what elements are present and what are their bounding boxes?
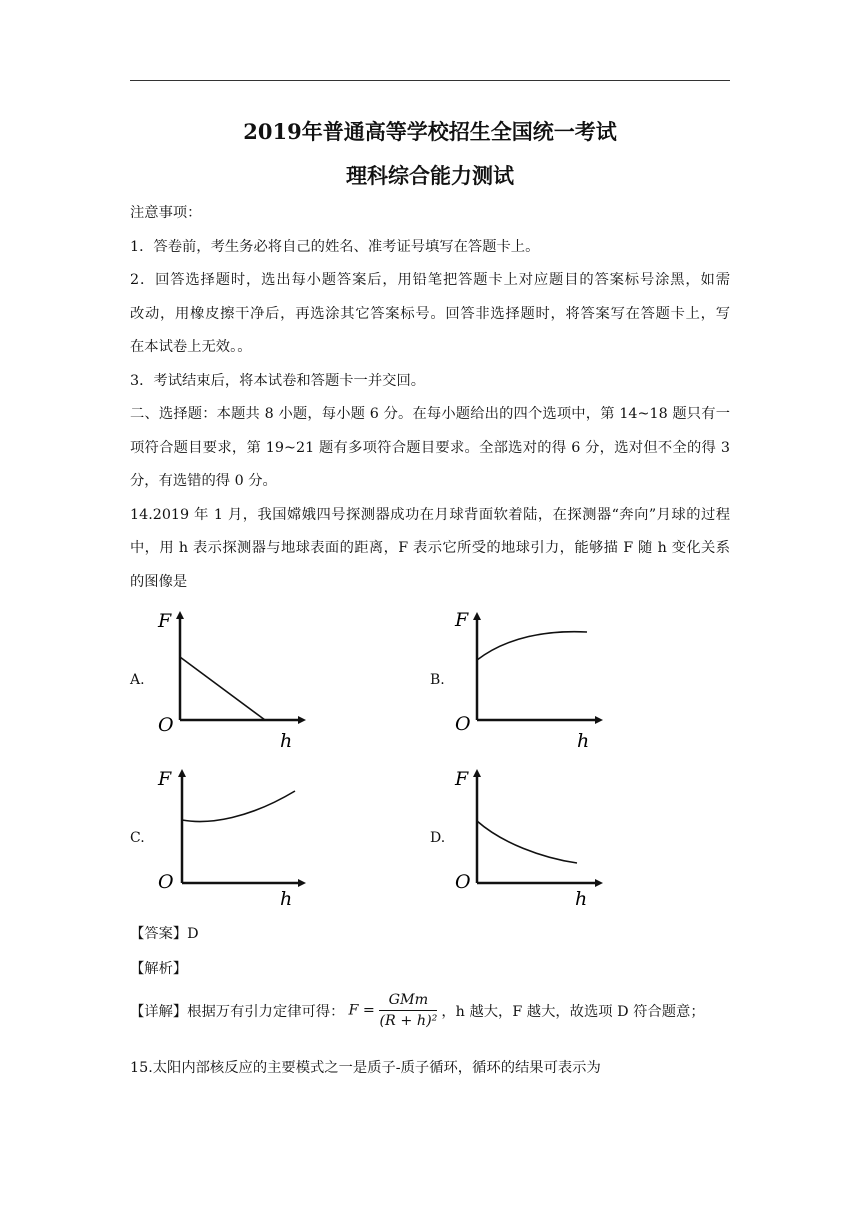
option-d-graph	[447, 763, 607, 917]
detail-suffix: ，h 越大，F 越大，故选项 D 符合题意；	[441, 1003, 705, 1020]
answer-line: 【答案】D	[130, 926, 199, 942]
axis-h-label: h	[280, 730, 293, 752]
question-15-line-1: 15.太阳内部核反应的主要模式之一是质子-质子循环，循环的结果可表示为	[130, 1060, 601, 1076]
option-d-label: D.	[430, 830, 446, 846]
detail-prefix: 【详解】根据万有引力定律可得：	[130, 1003, 345, 1020]
origin-label: O	[158, 871, 174, 893]
option-c-graph	[150, 763, 310, 917]
note-item-2-line-1: 2．回答选择题时，选出每小题答案后，用铅笔把答题卡上对应题目的答案标号涂黑，如需	[130, 272, 730, 288]
note-item-3: 3．考试结束后，将本试卷和答题卡一并交回。	[130, 372, 426, 389]
formula-denominator: (R + h)²	[379, 1013, 438, 1029]
axis-f-label: F	[455, 609, 469, 631]
formula-numerator: GMm	[379, 992, 437, 1011]
note-item-2-line-2: 改动，用橡皮擦干净后，再选涂其它答案标号。回答非选择题时，将答案写在答题卡上，写	[130, 305, 730, 322]
analysis-heading: 【解析】	[130, 961, 188, 977]
curve-decreasing-convex	[477, 821, 577, 863]
detail-line	[130, 992, 730, 1029]
exam-subtitle: 理科综合能力测试	[346, 163, 514, 188]
axis-f-label: F	[455, 768, 469, 790]
option-c-label: C.	[130, 830, 145, 846]
origin-label: O	[158, 714, 174, 736]
section-line-1: 二、选择题：本题共 8 小题，每小题 6 分。在每小题给出的四个选项中，第 14~18 题只有一	[130, 406, 730, 422]
axis-h-label: h	[577, 730, 590, 752]
exam-title: 2019年普通高等学校招生全国统一考试	[243, 119, 617, 144]
origin-label: O	[455, 713, 471, 735]
question-14-line-1: 14.2019 年 1 月，我国嫦娥四号探测器成功在月球背面软着陆，在探测器“奔向”月球的过程	[130, 506, 730, 523]
option-a-graph	[150, 605, 310, 759]
axis-h-label: h	[280, 888, 293, 910]
curve-increasing-convex	[182, 791, 295, 821]
curve-linear-decreasing	[180, 657, 265, 720]
axis-h-label: h	[575, 888, 588, 910]
section-line-2: 项符合题目要求，第 19~21 题有多项符合题目要求。全部选对的得 6 分，选对但不全的得 3	[130, 439, 730, 456]
option-b-label: B.	[430, 672, 445, 688]
axis-f-label: F	[158, 610, 172, 632]
formula-lhs: F =	[348, 1002, 375, 1019]
option-a-label: A.	[130, 672, 145, 688]
notes-heading: 注意事项：	[130, 205, 202, 221]
curve-increasing-concave	[477, 632, 587, 660]
note-item-2-line-3: 在本试卷上无效。。	[130, 339, 252, 355]
notes-block	[130, 197, 730, 599]
note-item-1: 1．答卷前，考生务必将自己的姓名、准考证号填写在答题卡上。	[130, 238, 540, 255]
formula-fraction	[379, 992, 437, 1029]
gravity-formula	[348, 992, 437, 1029]
origin-label: O	[455, 871, 471, 893]
section-line-3: 分，有选错的得 0 分。	[130, 473, 277, 489]
axis-f-label: F	[158, 768, 172, 790]
option-b-graph	[447, 602, 607, 756]
top-rule	[130, 80, 730, 81]
question-14-line-3: 的图像是	[130, 573, 188, 590]
question-14-line-2: 中，用 h 表示探测器与地球表面的距离，F 表示它所受的地球引力，能够描 F 随 h 变化关系	[130, 540, 730, 556]
